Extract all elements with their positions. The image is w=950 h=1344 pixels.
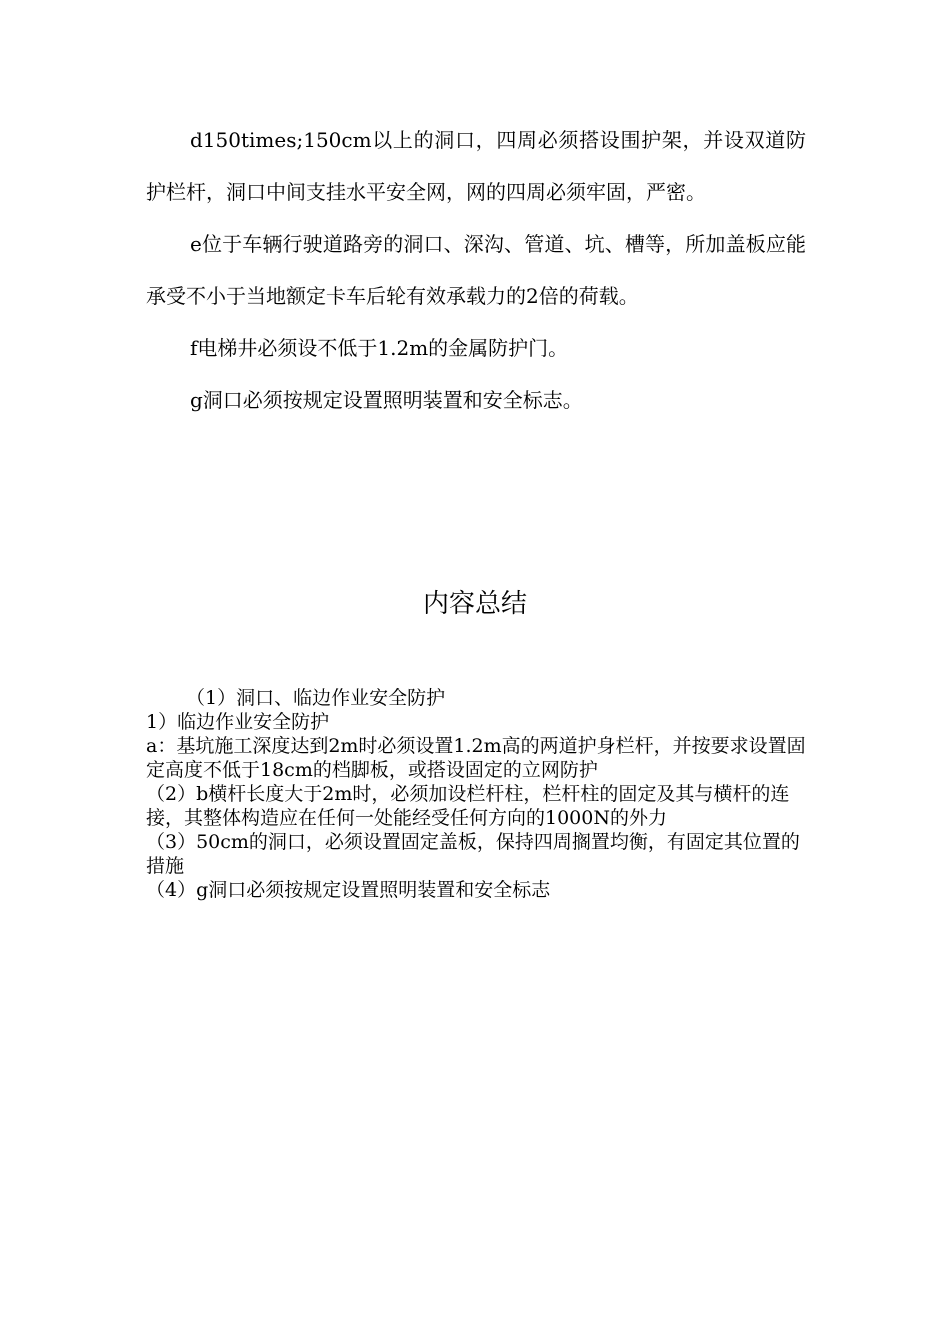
summary-line: （4）g洞口必须按规定设置照明装置和安全标志 [146, 879, 551, 901]
summary-line: （3）50cm的洞口，必须设置固定盖板，保持四周搁置均衡，有固定其位置的措施 [146, 831, 800, 877]
summary-section [146, 686, 806, 902]
body-section [146, 114, 806, 426]
body-paragraph: g洞口必须按规定设置照明装置和安全标志。 [190, 388, 583, 412]
summary-line: （2）b横杆长度大于2m时，必须加设栏杆柱，栏杆柱的固定及其与横杆的连接，其整体构造应在任何一处能经受任何方向的1000N的外力 [146, 783, 790, 829]
body-paragraph: f电梯井必须设不低于1.2m的金属防护门。 [190, 336, 569, 360]
summary-line: 1）临边作业安全防护 [146, 711, 330, 733]
summary-line: a：基坑施工深度达到2m时必须设置1.2m高的两道护身栏杆，并按要求设置固定高度不低于18cm的档脚板，或搭设固定的立网防护 [146, 735, 806, 781]
body-paragraph: e位于车辆行驶道路旁的洞口、深沟、管道、坑、槽等，所加盖板应能承受不小于当地额定卡车后轮有效承载力的2倍的荷载。 [146, 232, 806, 308]
summary-title: 内容总结 [422, 589, 527, 619]
body-paragraph: d150times;150cm以上的洞口，四周必须搭设围护架，并设双道防护栏杆，洞口中间支挂水平安全网，网的四周必须牢固，严密。 [146, 128, 806, 204]
summary-line: （1）洞口、临边作业安全防护 [186, 687, 446, 709]
